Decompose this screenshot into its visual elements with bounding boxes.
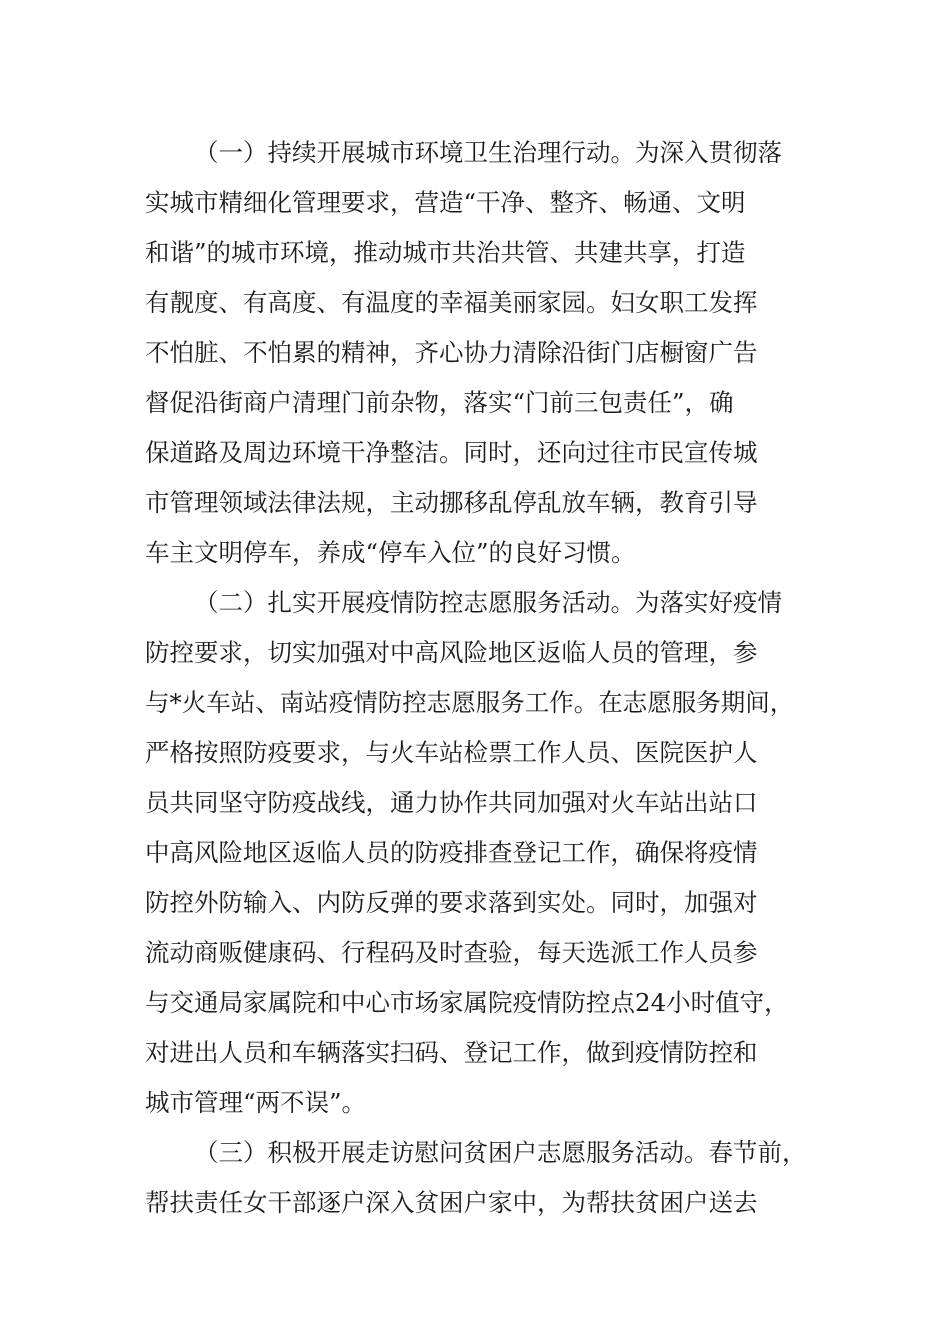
paragraph-1-line-4: 有靓度、有高度、有温度的幸福美丽家园。妇女职工发挥 — [145, 288, 758, 317]
paragraph-2-line-9: 与交通局家属院和中心市场家属院疫情防控点24小时值守， — [145, 988, 789, 1017]
paragraph-1-line-2: 实城市精细化管理要求，营造“干净、整齐、畅通、文明 — [145, 188, 746, 217]
paragraph-1-line-1: （一）持续开展城市环境卫生治理行动。为深入贯彻落 — [194, 138, 782, 167]
paragraph-2-line-5: 员共同坚守防疫战线，通力协作共同加强对火车站出站口 — [145, 788, 758, 817]
paragraph-2-line-6: 中高风险地区返临人员的防疫排查登记工作，确保将疫情 — [145, 838, 758, 867]
paragraph-3-line-1: （三）积极开展走访慰问贫困户志愿服务活动。春节前， — [194, 1138, 807, 1167]
paragraph-2-line-1: （二）扎实开展疫情防控志愿服务活动。为落实好疫情 — [194, 588, 782, 617]
paragraph-1-line-8: 市管理领域法律法规，主动挪移乱停乱放车辆，教育引导 — [145, 488, 758, 517]
paragraph-2-line-7: 防控外防输入、内防反弹的要求落到实处。同时，加强对 — [145, 888, 758, 917]
body-text — [145, 128, 835, 1228]
paragraph-1-line-5: 不怕脏、不怕累的精神，齐心协力清除沿街门店橱窗广告 — [145, 338, 758, 367]
paragraph-1-line-7: 保道路及周边环境干净整洁。同时，还向过往市民宣传城 — [145, 438, 758, 467]
paragraph-2-line-11: 城市管理“两不误”。 — [145, 1088, 367, 1117]
paragraph-2-line-2: 防控要求，切实加强对中高风险地区返临人员的管理，参 — [145, 638, 758, 667]
paragraph-2-line-4: 严格按照防疫要求，与火车站检票工作人员、医院医护人 — [145, 738, 758, 767]
paragraph-2-line-8: 流动商贩健康码、行程码及时查验，每天选派工作人员参 — [145, 938, 758, 967]
paragraph-1-line-9: 车主文明停车，养成“停车入位”的良好习惯。 — [145, 538, 636, 567]
paragraph-1-line-6: 督促沿街商户清理门前杂物，落实“门前三包责任”，确 — [145, 388, 734, 417]
paragraph-1-line-3: 和谐”的城市环境，推动城市共治共管、共建共享，打造 — [145, 238, 746, 267]
paragraph-2-line-10: 对进出人员和车辆落实扫码、登记工作，做到疫情防控和 — [145, 1038, 758, 1067]
paragraph-2-line-3: 与*火车站、南站疫情防控志愿服务工作。在志愿服务期间， — [145, 688, 795, 717]
paragraph-3-line-2: 帮扶责任女干部逐户深入贫困户家中，为帮扶贫困户送去 — [145, 1188, 758, 1217]
